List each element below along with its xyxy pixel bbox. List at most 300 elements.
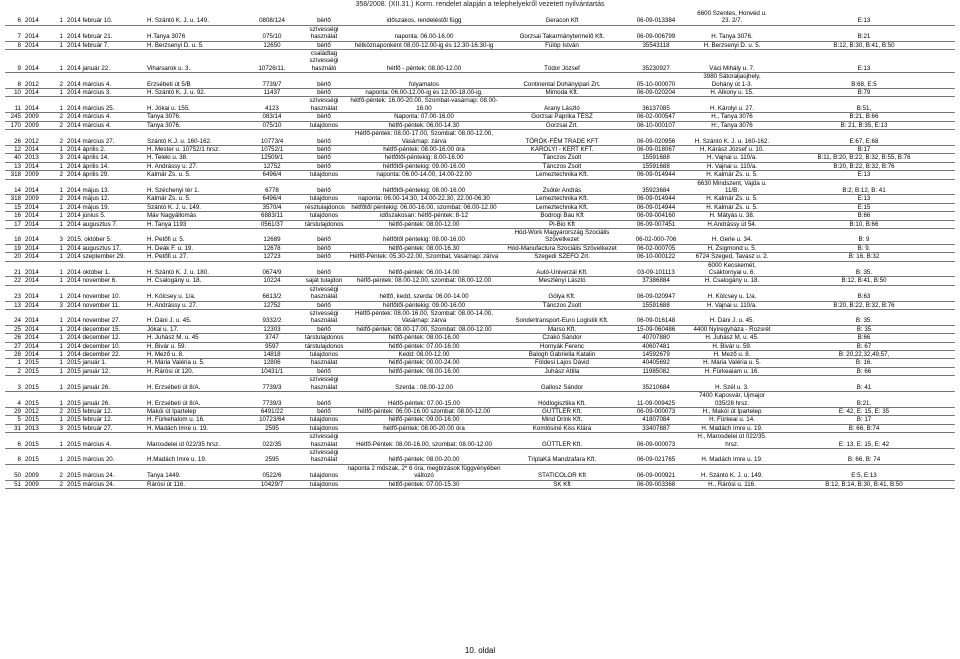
col-no: 5 xyxy=(5,416,23,424)
col-hours: naponta: 06.00-14.30, 14.00-22.30, 22.00-06.30 xyxy=(345,195,503,203)
col-activity: B: 17 xyxy=(773,416,955,424)
col-regno: 06-02-000705 xyxy=(621,244,691,252)
table-row xyxy=(5,179,955,195)
col-seat: H. Berzsenyi D. u. 5. xyxy=(691,41,773,49)
col-no: 13 xyxy=(5,301,23,309)
col-address: H. Dáni J. u. 45. xyxy=(145,310,241,326)
col-no: 4 xyxy=(5,392,23,408)
col-type: 3 xyxy=(39,301,65,309)
col-year: 2014 xyxy=(25,145,39,153)
col-type: 1 xyxy=(39,325,65,333)
col-no: 20 xyxy=(5,253,23,261)
col-hrsz: 6613/2 xyxy=(241,285,303,301)
col-hours: hétfőtől péntekig: 08.00-16.00 xyxy=(345,228,503,244)
col-type: 1 xyxy=(39,25,65,41)
col-address: H. Andrássy u. 27. xyxy=(145,162,241,170)
col-hours: hétfő-péntek: 00.00-24.00 xyxy=(345,359,503,367)
col-regno: 15-09-060486 xyxy=(621,325,691,333)
table-row xyxy=(5,10,955,25)
table-row xyxy=(5,464,955,480)
col-no: 18 xyxy=(5,228,23,244)
col-type: 3 xyxy=(39,424,65,432)
register-table xyxy=(5,10,955,489)
col-type: 2 xyxy=(39,407,65,415)
col-operator: Tánczos Zsolt xyxy=(503,154,621,162)
col-operator: Autó-Univerzál Kft. xyxy=(503,261,621,277)
col-no: 170 xyxy=(5,121,23,129)
col-date: 2015 január 26. xyxy=(65,376,145,392)
col-regno: 15591688 xyxy=(621,154,691,162)
col-address: H. Tanya 1193 xyxy=(145,220,241,228)
col-hrsz: 10723/64 xyxy=(241,416,303,424)
col-title: társtulajdonos xyxy=(305,342,344,350)
col-regno: 36137085 xyxy=(621,97,691,113)
col-seat: H. Vajnai u. 110/a. xyxy=(691,162,773,170)
col-regno: 06-09-000921 xyxy=(621,464,691,480)
col-seat: H. Madách Imre u. 19. xyxy=(691,448,773,464)
col-type: 1 xyxy=(39,41,65,49)
col-title: résztulajdonos xyxy=(305,203,345,211)
col-hours: Hétfő-péntek: 08.00-16.00, Szombat: 08.00-14.00, Vasárnap: zárva xyxy=(345,310,503,326)
col-type: 3 xyxy=(39,154,65,162)
col-activity: E:15 xyxy=(773,203,955,211)
col-hrsz: 6496/4 xyxy=(241,171,303,179)
col-operator: STATICOLOR Kft xyxy=(503,464,621,480)
col-year: 2014 xyxy=(25,89,39,97)
col-date: 2015 március 24. xyxy=(65,464,145,480)
col-year: 2014 xyxy=(23,179,39,195)
col-address: Jókai u. 17. xyxy=(145,325,241,333)
col-address: Marosdelei út 022/35 hrsz. xyxy=(145,433,241,449)
col-seat: H. Károlyi u. 27. xyxy=(691,97,773,113)
col-year: 2014 xyxy=(25,301,39,309)
col-type: 1 xyxy=(39,261,65,277)
col-date: 2014 április 14. xyxy=(65,162,145,170)
col-year: 2014 xyxy=(25,41,39,49)
table-row xyxy=(5,97,955,113)
col-date: 2014 március 4. xyxy=(65,73,145,89)
col-title: bérlő xyxy=(303,154,345,162)
col-activity: B: 16, B:32 xyxy=(773,253,955,261)
col-date: 2014 december 15. xyxy=(65,325,145,333)
col-seat: H.Andrássy út 54. xyxy=(691,220,773,228)
col-title: bérlő xyxy=(303,41,345,49)
table-row xyxy=(5,228,955,244)
col-hrsz: 9597 xyxy=(241,342,303,350)
col-activity: B:66 xyxy=(773,212,955,220)
col-no: 12 xyxy=(5,145,23,153)
col-hours: hétfőtől-péntekig: 09.00-16.00 xyxy=(345,162,503,170)
col-title: bérlő xyxy=(303,228,345,244)
col-title: bérlő xyxy=(303,130,345,146)
col-hrsz: 7739/7 xyxy=(241,73,303,89)
col-no: 51 xyxy=(5,480,23,488)
col-seat: H. Zsigmond u. 5. xyxy=(691,244,773,252)
col-activity: B: 35 xyxy=(773,325,955,333)
table-row xyxy=(5,351,955,359)
col-address: H. Erzsébeti út 8/A. xyxy=(145,392,241,408)
col-operator: Sondertransport-Euro Logistik Kft. xyxy=(503,310,621,326)
table-row xyxy=(5,301,955,309)
col-operator: Arany László xyxy=(503,97,621,113)
col-address: Tanya 3076. xyxy=(145,113,241,121)
col-hrsz: 12752 xyxy=(241,162,303,170)
col-date: 2015 március 20. xyxy=(65,448,145,464)
col-hours: hétköznaponként 08.00-12.00-ig és 12.30-16.30-ig xyxy=(345,41,503,49)
table-row xyxy=(5,325,955,333)
col-no: 2 xyxy=(5,367,23,375)
col-address: H. Berzsenyi D. u. 5. xyxy=(145,41,241,49)
col-address: Makói út Ipartelep xyxy=(145,407,241,415)
col-operator: Continental Dohányipari Zrt. xyxy=(503,73,621,89)
col-address: H. Rárósi út 120. xyxy=(145,367,241,375)
col-year: 2009 xyxy=(25,195,39,203)
table-row xyxy=(5,285,955,301)
col-seat: H., Marosdelei út 022/35. hrsz. xyxy=(691,433,773,449)
col-year: 2014 xyxy=(25,203,39,211)
col-date: 2014 január 22. xyxy=(65,50,145,73)
table-row xyxy=(5,145,955,153)
col-no: 16 xyxy=(5,212,23,220)
col-activity: B:12, B:14, B:30, B:41, B:50 xyxy=(773,480,955,488)
col-seat: 6600 Szentes, Honvéd u. 23. 2/7. xyxy=(691,10,773,25)
col-title: szívességi használat xyxy=(303,310,345,326)
col-hrsz: 12806 xyxy=(241,359,303,367)
col-hours: hétfő-péntek: 07.00-15.30 xyxy=(345,480,503,488)
col-operator: Zsótér András xyxy=(503,179,621,195)
col-activity: B: 41 xyxy=(773,376,955,392)
col-date: 2014 december 10. xyxy=(65,342,145,350)
col-regno: 06-09-020956 xyxy=(621,130,691,146)
col-operator: Tódor József xyxy=(503,50,621,73)
col-title: bérlő xyxy=(303,162,345,170)
col-activity: B: 20,22,32,49,57, xyxy=(773,351,955,359)
col-hrsz: 6491/22 xyxy=(241,407,303,415)
table-row xyxy=(5,424,955,432)
col-address: H. Szántó K. J. u. 149. xyxy=(145,10,241,25)
col-hours: hétfő-péntek: 08.00-12.00, szombat: 08.00-12.00 xyxy=(345,277,503,285)
col-operator: GÜTTLER Kft. xyxy=(503,407,621,415)
col-activity: B:68, E:5 xyxy=(773,73,955,89)
col-type: 2 xyxy=(39,121,65,129)
col-seat: H. Kölcsey u. 1/a. xyxy=(691,285,773,301)
col-hrsz: 12509/1 xyxy=(241,154,303,162)
col-address: H. Petőfi u. 5. xyxy=(145,228,241,244)
col-seat: H., Tanya 3076 xyxy=(691,113,773,121)
col-address: Viharsarok u. 3. xyxy=(145,50,241,73)
col-title: tulajdonos xyxy=(303,171,345,179)
col-year: 2009 xyxy=(25,171,39,179)
col-operator: Juhász Attila xyxy=(503,367,621,375)
col-type: 2 xyxy=(39,195,65,203)
col-activity: B: 35. xyxy=(773,310,955,326)
col-seat: H. Mező u. 8. xyxy=(691,351,773,359)
col-title: tulajdonos xyxy=(303,424,345,432)
col-regno: 06-09-013384 xyxy=(621,10,691,25)
col-title: bérlő xyxy=(303,261,345,277)
col-regno: 11-09-009425 xyxy=(621,392,691,408)
col-hrsz: 0522/6 xyxy=(241,464,303,480)
col-date: 2014 december 12. xyxy=(65,334,145,342)
col-hours: hétfő-péntek: 06.00-14.00 xyxy=(345,261,503,277)
col-no: 26 xyxy=(5,130,23,146)
col-title: szívességi használat xyxy=(303,285,345,301)
col-year: 2012 xyxy=(23,73,39,89)
col-address: Erzsébeti út 5/B xyxy=(145,73,241,89)
col-seat: 3980 Sátoraljaújhely, Dohány út 1-3. xyxy=(691,73,773,89)
col-hours: hétfő-péntek: 08.00-20.00 óra xyxy=(345,424,503,432)
col-date: 2015 január 26. xyxy=(65,392,145,408)
col-type: 1 xyxy=(39,342,65,350)
col-hours: hétfőtől-péntekig: 09.00-16.00 xyxy=(345,301,503,309)
col-date: 2014 november 27. xyxy=(65,310,145,326)
col-activity: B:20, B:22, B:32, B:76 xyxy=(773,301,955,309)
col-hrsz: 10429/7 xyxy=(241,480,303,488)
col-seat: H. Csalogány u. 18. xyxy=(691,277,773,285)
col-type: 1 xyxy=(39,97,65,113)
col-activity: E:5, E:13 xyxy=(773,464,955,480)
col-address: Szántó K. J. u. 149. xyxy=(145,203,241,211)
col-address: H. Fürkehalom u. 16. xyxy=(145,416,241,424)
table-row xyxy=(5,41,955,49)
table-row xyxy=(5,244,955,252)
col-hrsz: 6496/4 xyxy=(241,195,303,203)
col-regno: 40607481 xyxy=(621,342,691,350)
table-row xyxy=(5,416,955,424)
col-activity: B: 66, B:74 xyxy=(773,424,955,432)
col-title: bérlő xyxy=(303,179,345,195)
col-year: 2014 xyxy=(23,50,39,73)
col-year: 2013 xyxy=(25,154,39,162)
col-date: 2015 január 12. xyxy=(65,367,145,375)
col-type: 1 xyxy=(39,253,65,261)
col-activity: B: 67 xyxy=(773,342,955,350)
table-row xyxy=(5,342,955,350)
col-hrsz: 0561/37 xyxy=(241,220,303,228)
col-type: 1 xyxy=(39,367,65,375)
col-operator: Gorzsai Paprika TÉSZ xyxy=(503,113,621,121)
col-date: 2015 január 1. xyxy=(65,359,145,367)
col-address: Máv Nagyállomás xyxy=(145,212,241,220)
col-title: bérlő xyxy=(303,253,345,261)
col-date: 2015 február 12. xyxy=(65,407,145,415)
col-regno: 06-09-003368 xyxy=(621,480,691,488)
col-date: 2014 március 25. xyxy=(65,97,145,113)
col-hours: hétfőtől péntekig: 06.00-16.00, szombat: 06.00-12.00 xyxy=(345,203,503,211)
col-operator: Marso Kft. xyxy=(503,325,621,333)
table-row xyxy=(5,261,955,277)
col-seat: H., Makói út Ipartelep xyxy=(691,407,773,415)
col-hours: időszakosan: hétfő-péntek: 8-12 xyxy=(345,212,503,220)
col-year: 2009 xyxy=(25,480,39,488)
table-row xyxy=(5,448,955,464)
col-seat: H. Mátyás u. 38. xyxy=(691,212,773,220)
col-activity: E:13 xyxy=(773,195,955,203)
col-type: 1 xyxy=(39,376,65,392)
col-type: 1 xyxy=(39,310,65,326)
col-date: 2014 március 3. xyxy=(65,89,145,97)
col-hrsz: 10431/1 xyxy=(241,367,303,375)
col-no: 318 xyxy=(5,171,23,179)
col-regno: 35543118 xyxy=(621,41,691,49)
col-type: 1 xyxy=(39,334,65,342)
col-regno: 06-09-000073 xyxy=(621,433,691,449)
col-title: társtulajdonos xyxy=(305,220,344,228)
col-no: 50 xyxy=(5,464,23,480)
col-address: H. Juhász M. u. 45 xyxy=(145,334,241,342)
col-activity: B:20, B:22, B:32, B:76 xyxy=(773,162,955,170)
col-date: 2014 augusztus 7. xyxy=(65,220,145,228)
col-hours: naponta: 06.00-12.00-ig és 12.00-18.00-ig. xyxy=(345,89,503,97)
col-no: 17 xyxy=(5,220,23,228)
col-operator: Komlósiné Kiss Klára xyxy=(503,424,621,432)
col-operator: Tánczos Zsolt xyxy=(503,162,621,170)
col-operator: SK Kft xyxy=(503,480,621,488)
col-regno: 35210684 xyxy=(621,376,691,392)
table-row xyxy=(5,113,955,121)
col-type: 1 xyxy=(39,351,65,359)
col-no: 15 xyxy=(5,203,23,211)
col-seat: H. Mária Valéria u. 5. xyxy=(691,359,773,367)
col-address: H. Mester u. 10752/1 hrsz. xyxy=(145,145,241,153)
col-hrsz: 6778 xyxy=(241,179,303,195)
col-regno: 06-09-014944 xyxy=(621,195,691,203)
col-year: 2014 xyxy=(23,261,39,277)
col-title: bérlő xyxy=(303,89,345,97)
col-operator: KÁROLYI - KERT KFT. xyxy=(503,145,621,153)
col-year: 2015 xyxy=(23,448,39,464)
col-title: bérlő xyxy=(303,10,345,25)
table-row xyxy=(5,392,955,408)
col-operator: Geracon Kft xyxy=(503,10,621,25)
col-address: H. Szántó K. J. u. 92. xyxy=(145,89,241,97)
col-regno: 06-09-014944 xyxy=(621,203,691,211)
col-no: 14 xyxy=(5,179,23,195)
col-year: 2014 xyxy=(25,220,39,228)
col-date: 2014 szeptember 29. xyxy=(65,253,145,261)
col-hrsz: 10773/4 xyxy=(241,130,303,146)
col-regno: 40707880 xyxy=(621,334,691,342)
table-row xyxy=(5,359,955,367)
col-seat: 4400 Nyíregyháza - Rozsrét xyxy=(691,325,773,333)
table-row xyxy=(5,433,955,449)
col-no: 21 xyxy=(5,261,23,277)
col-date: 2014 március 27. xyxy=(65,130,145,146)
col-year: 2014 xyxy=(25,351,39,359)
col-address: H. Bivár u. 59. xyxy=(145,342,241,350)
col-type: 3 xyxy=(39,228,65,244)
table-row xyxy=(5,50,955,73)
col-regno: 05-10-000070 xyxy=(621,73,691,89)
col-hrsz: 3570/4 xyxy=(241,203,303,211)
col-seat: H. Tanya 3076. xyxy=(691,25,773,41)
col-year: 2014 xyxy=(23,25,39,41)
table-row xyxy=(5,253,955,261)
col-activity: B:12, B:41, B:50 xyxy=(773,277,955,285)
table-row xyxy=(5,171,955,179)
col-seat: 7400 Kaposvár, Ujmajor 035/28 hrsz. xyxy=(691,392,773,408)
col-year: 2009 xyxy=(23,464,39,480)
col-regno: 03-09-101113 xyxy=(621,261,691,277)
col-activity: B:51, xyxy=(773,97,955,113)
col-year: 2015 xyxy=(25,416,39,424)
col-operator: Hornyák Ferenc xyxy=(503,342,621,350)
col-year: 2014 xyxy=(23,310,39,326)
col-hrsz: 12689 xyxy=(241,228,303,244)
col-title: tulajdonos xyxy=(303,480,345,488)
col-no: 8 xyxy=(5,448,23,464)
table-row xyxy=(5,407,955,415)
col-address: Szántó K.J. u. 160-162. xyxy=(145,130,241,146)
table-row xyxy=(5,480,955,488)
col-regno: 06-09-016148 xyxy=(621,310,691,326)
col-seat: H. Fürkeaiam u. 16. xyxy=(691,367,773,375)
col-hrsz: 11437 xyxy=(241,89,303,97)
col-regno: 40405692 xyxy=(621,359,691,367)
col-type: 1 xyxy=(39,448,65,464)
col-seat: H:, Tanya 3076 xyxy=(691,121,773,129)
col-hours: hétfő, kedd, szerda: 06.00-14.00 xyxy=(345,285,503,301)
col-year: 2015 xyxy=(23,392,39,408)
col-seat: H. Vajnai u. 110/a. xyxy=(691,154,773,162)
col-year: 2009 xyxy=(25,121,39,129)
col-year: 2013 xyxy=(25,424,39,432)
col-year: 2014 xyxy=(23,285,39,301)
col-operator: Bodrogi Bau Kft xyxy=(503,212,621,220)
col-operator: Gorzsai Takarmánytermelő Kft. xyxy=(503,25,621,41)
col-hours: hétfő-péntek: 16.00-20.00, Szombat-vasárnap: 08.00-16.00 xyxy=(345,97,503,113)
col-address: H. Teleki u. 38. xyxy=(145,154,241,162)
col-date: 2014 június 5. xyxy=(65,212,145,220)
col-year: 2009 xyxy=(25,113,39,121)
col-operator: Meszlényi László xyxy=(503,277,621,285)
col-address: H. Madách Imre u. 19. xyxy=(145,424,241,432)
col-year: 2014 xyxy=(25,212,39,220)
col-activity: E: 42, E: 15, E: 35 xyxy=(773,407,955,415)
col-title: tulajdonos xyxy=(303,212,345,220)
col-type: 2 xyxy=(39,130,65,146)
col-date: 2014 március 4. xyxy=(65,121,145,129)
col-date: 2014 december 22. xyxy=(65,351,145,359)
col-hrsz: 3747 xyxy=(241,334,303,342)
col-seat: H., Rárósi u. 116. xyxy=(691,480,773,488)
col-hours: Kedd: 08.00-12.00 xyxy=(345,351,503,359)
col-year: 2015 xyxy=(25,359,39,367)
col-title: szívességi használat xyxy=(303,448,345,464)
col-no: 40 xyxy=(5,154,23,162)
col-date: 2014 október 1. xyxy=(65,261,145,277)
col-regno: 14592679 xyxy=(621,351,691,359)
col-regno: 06-09-020947 xyxy=(621,285,691,301)
col-seat: H. Madách Imre u. 19. xyxy=(691,424,773,432)
col-regno: 41807084 xyxy=(621,416,691,424)
col-address: H. Deák F. u. 19. xyxy=(145,244,241,252)
col-title: társtulajdonos xyxy=(305,334,344,342)
col-no: 8 xyxy=(5,73,23,89)
col-operator: Hódlogisztika Kft. xyxy=(503,392,621,408)
col-operator: TriplaKá Mandzafara Kft. xyxy=(503,448,621,464)
col-no: 318 xyxy=(5,195,23,203)
col-regno: 33407887 xyxy=(621,424,691,432)
col-no: 19 xyxy=(5,244,23,252)
col-activity: B: 16. xyxy=(773,359,955,367)
col-type: 2 xyxy=(39,73,65,89)
col-type: 1 xyxy=(39,220,65,228)
col-hours: hétfő-péntek: 06.00-16.00 szombat: 08.00-12.00 xyxy=(345,407,503,415)
col-date: 2014 április 29. xyxy=(65,171,145,179)
col-year: 2015 xyxy=(23,433,39,449)
col-regno: 06-09-021765 xyxy=(621,448,691,464)
